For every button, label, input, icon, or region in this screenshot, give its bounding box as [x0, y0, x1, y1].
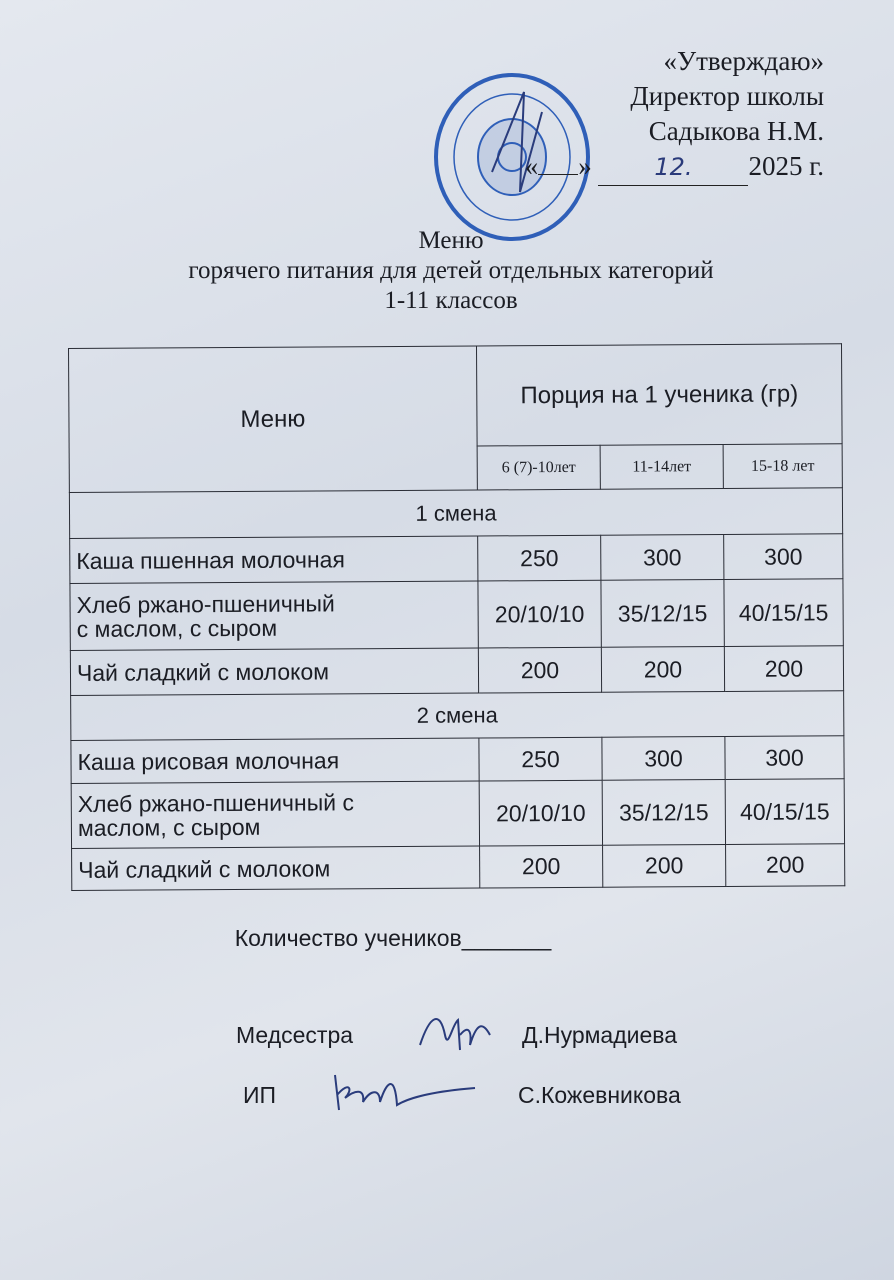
header-menu: Меню — [69, 346, 478, 492]
approve-label: «Утверждаю» — [663, 46, 824, 76]
approval-date: « » 12. 2025 г. — [525, 149, 824, 186]
dish-name: Хлеб ржано-пшеничный с маслом, с сыром — [70, 581, 478, 650]
portion-value: 40/15/15 — [725, 779, 844, 845]
age-group: 15-18 лет — [723, 444, 842, 489]
title-line-3: 1-11 классов — [384, 287, 518, 314]
portion-value: 300 — [602, 736, 725, 780]
table-row — [70, 534, 843, 584]
portion-value: 300 — [724, 534, 843, 580]
dish-name: Чай сладкий с молоком — [72, 846, 480, 890]
portion-value: 200 — [726, 844, 845, 887]
approval-block — [525, 44, 824, 186]
table-row — [71, 779, 844, 849]
menu-table — [68, 343, 845, 891]
director-position: Директор школы — [630, 81, 824, 111]
nurse-label: Медсестра — [236, 1022, 354, 1048]
dish-name: Каша рисовая молочная — [71, 738, 479, 783]
portion-value: 20/10/10 — [479, 780, 602, 846]
portion-value: 35/12/15 — [602, 779, 725, 845]
age-group: 11-14лет — [600, 445, 723, 490]
director-name: Садыкова Н.М. — [648, 116, 824, 146]
portion-value: 250 — [479, 737, 602, 781]
portion-value: 200 — [724, 646, 843, 692]
dish-name: Каша пшенная молочная — [70, 536, 478, 583]
portion-value: 20/10/10 — [478, 580, 601, 648]
ip-label: ИП — [243, 1082, 277, 1108]
ip-signature — [325, 1060, 485, 1125]
student-count: Количество учеников_______ — [234, 925, 552, 951]
table-row — [70, 646, 843, 696]
year: 2025 г. — [748, 151, 824, 181]
shift-header: 1 смена — [69, 488, 842, 539]
document-title — [0, 226, 894, 316]
ip-name: С.Кожевникова — [518, 1082, 681, 1108]
table-row — [71, 736, 844, 784]
portion-value: 35/12/15 — [601, 579, 724, 647]
portion-value: 200 — [601, 646, 724, 692]
table-row — [70, 579, 843, 651]
portion-value: 200 — [480, 845, 603, 888]
portion-value: 200 — [478, 647, 601, 693]
age-group: 6 (7)-10лет — [477, 445, 600, 490]
nurse-name: Д.Нурмадиева — [522, 1022, 678, 1048]
portion-value: 300 — [601, 534, 724, 580]
shift-header: 2 смена — [71, 691, 844, 741]
table-row — [72, 844, 845, 891]
title-line-1: Меню — [418, 227, 484, 254]
title-line-2: горячего питания для детей отдельных категорий — [188, 257, 714, 284]
portion-value: 200 — [603, 844, 726, 887]
dish-name: Хлеб ржано-пшеничный с маслом, с сыром — [71, 781, 479, 848]
portion-value: 300 — [725, 736, 844, 780]
date-handwritten: 12. — [598, 150, 748, 186]
dish-name: Чай сладкий с молоком — [70, 648, 478, 695]
portion-value: 250 — [478, 535, 601, 581]
header-portion: Порция на 1 ученика (гр) — [476, 344, 842, 446]
portion-value: 40/15/15 — [724, 579, 843, 647]
